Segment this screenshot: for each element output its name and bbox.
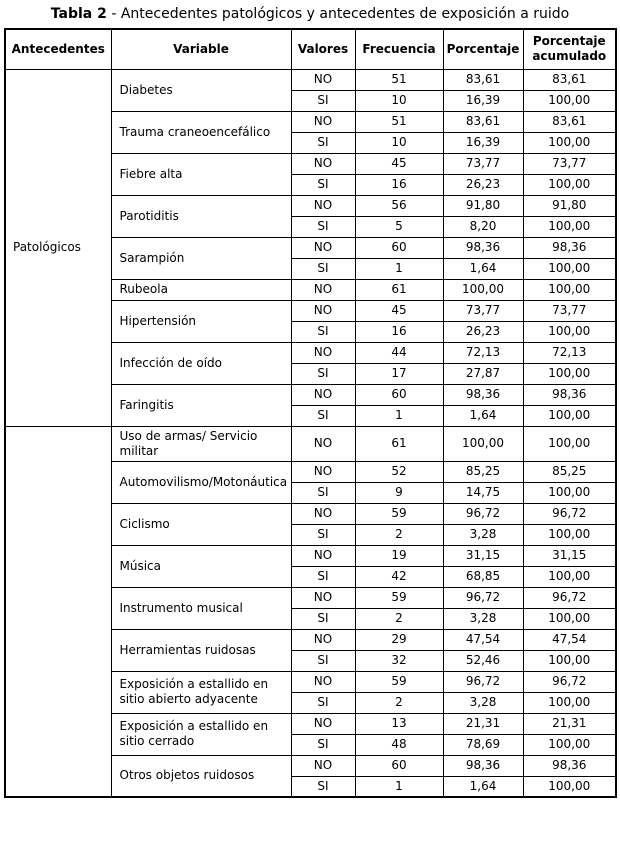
valores-cell: NO	[291, 342, 355, 363]
porcentaje-cell: 52,46	[443, 650, 523, 671]
antecedentes-group-cell	[5, 426, 111, 797]
porcentaje-acumulado-cell: 31,15	[523, 545, 616, 566]
valores-cell: NO	[291, 503, 355, 524]
valores-cell: SI	[291, 608, 355, 629]
valores-cell: SI	[291, 216, 355, 237]
porcentaje-acumulado-cell: 100,00	[523, 405, 616, 426]
porcentaje-acumulado-cell: 100,00	[523, 174, 616, 195]
variable-cell: Fiebre alta	[111, 153, 291, 195]
frecuencia-cell: 2	[355, 524, 443, 545]
valores-cell: NO	[291, 755, 355, 776]
frecuencia-cell: 42	[355, 566, 443, 587]
valores-cell: SI	[291, 524, 355, 545]
col-header-variable: Variable	[111, 29, 291, 69]
porcentaje-cell: 26,23	[443, 321, 523, 342]
valores-cell: NO	[291, 461, 355, 482]
porcentaje-cell: 72,13	[443, 342, 523, 363]
antecedentes-group-cell: Patológicos	[5, 69, 111, 426]
porcentaje-acumulado-cell: 100,00	[523, 692, 616, 713]
porcentaje-cell: 1,64	[443, 258, 523, 279]
frecuencia-cell: 61	[355, 426, 443, 461]
table-row	[5, 69, 616, 90]
frecuencia-cell: 5	[355, 216, 443, 237]
porcentaje-cell: 16,39	[443, 90, 523, 111]
valores-cell: NO	[291, 153, 355, 174]
porcentaje-cell: 85,25	[443, 461, 523, 482]
antecedentes-table	[4, 28, 617, 798]
header-row	[5, 29, 616, 69]
frecuencia-cell: 2	[355, 692, 443, 713]
frecuencia-cell: 1	[355, 405, 443, 426]
porcentaje-cell: 31,15	[443, 545, 523, 566]
porcentaje-acumulado-cell: 100,00	[523, 608, 616, 629]
porcentaje-cell: 3,28	[443, 524, 523, 545]
frecuencia-cell: 1	[355, 258, 443, 279]
porcentaje-cell: 78,69	[443, 734, 523, 755]
valores-cell: NO	[291, 545, 355, 566]
porcentaje-cell: 3,28	[443, 608, 523, 629]
valores-cell: SI	[291, 650, 355, 671]
porcentaje-cell: 98,36	[443, 237, 523, 258]
porcentaje-cell: 21,31	[443, 713, 523, 734]
col-header-frecuencia: Frecuencia	[355, 29, 443, 69]
porcentaje-cell: 100,00	[443, 279, 523, 300]
porcentaje-acumulado-cell: 100,00	[523, 734, 616, 755]
frecuencia-cell: 44	[355, 342, 443, 363]
porcentaje-acumulado-cell: 98,36	[523, 384, 616, 405]
variable-cell: Sarampión	[111, 237, 291, 279]
valores-cell: SI	[291, 90, 355, 111]
frecuencia-cell: 45	[355, 153, 443, 174]
valores-cell: NO	[291, 713, 355, 734]
frecuencia-cell: 10	[355, 132, 443, 153]
porcentaje-cell: 47,54	[443, 629, 523, 650]
frecuencia-cell: 32	[355, 650, 443, 671]
frecuencia-cell: 2	[355, 608, 443, 629]
variable-cell: Faringitis	[111, 384, 291, 426]
frecuencia-cell: 29	[355, 629, 443, 650]
valores-cell: NO	[291, 587, 355, 608]
porcentaje-cell: 8,20	[443, 216, 523, 237]
valores-cell: SI	[291, 132, 355, 153]
porcentaje-acumulado-cell: 100,00	[523, 524, 616, 545]
valores-cell: SI	[291, 363, 355, 384]
valores-cell: NO	[291, 69, 355, 90]
variable-cell: Exposición a estallido en sitio cerrado	[111, 713, 291, 755]
porcentaje-acumulado-cell: 100,00	[523, 363, 616, 384]
porcentaje-acumulado-cell: 100,00	[523, 132, 616, 153]
col-header-antecedentes: Antecedentes	[5, 29, 111, 69]
table-caption	[4, 4, 616, 24]
table-row	[5, 426, 616, 461]
porcentaje-cell: 73,77	[443, 300, 523, 321]
porcentaje-cell: 96,72	[443, 671, 523, 692]
variable-cell: Música	[111, 545, 291, 587]
porcentaje-acumulado-cell: 21,31	[523, 713, 616, 734]
valores-cell: NO	[291, 629, 355, 650]
porcentaje-acumulado-cell: 83,61	[523, 69, 616, 90]
variable-cell: Uso de armas/ Servicio militar	[111, 426, 291, 461]
variable-cell: Automovilismo/Motonáutica	[111, 461, 291, 503]
frecuencia-cell: 52	[355, 461, 443, 482]
frecuencia-cell: 16	[355, 174, 443, 195]
valores-cell: NO	[291, 111, 355, 132]
porcentaje-acumulado-cell: 72,13	[523, 342, 616, 363]
frecuencia-cell: 48	[355, 734, 443, 755]
variable-cell: Exposición a estallido en sitio abierto adyacente	[111, 671, 291, 713]
porcentaje-acumulado-cell: 100,00	[523, 482, 616, 503]
frecuencia-cell: 13	[355, 713, 443, 734]
porcentaje-acumulado-cell: 100,00	[523, 426, 616, 461]
porcentaje-acumulado-cell: 100,00	[523, 566, 616, 587]
frecuencia-cell: 51	[355, 69, 443, 90]
variable-cell: Rubeola	[111, 279, 291, 300]
porcentaje-acumulado-cell: 100,00	[523, 650, 616, 671]
variable-cell: Instrumento musical	[111, 587, 291, 629]
frecuencia-cell: 56	[355, 195, 443, 216]
variable-cell: Parotiditis	[111, 195, 291, 237]
frecuencia-cell: 45	[355, 300, 443, 321]
col-header-porcentaje-acumulado: Porcentaje acumulado	[523, 29, 616, 69]
frecuencia-cell: 51	[355, 111, 443, 132]
porcentaje-cell: 83,61	[443, 69, 523, 90]
valores-cell: SI	[291, 776, 355, 797]
porcentaje-cell: 3,28	[443, 692, 523, 713]
porcentaje-cell: 91,80	[443, 195, 523, 216]
valores-cell: NO	[291, 237, 355, 258]
porcentaje-cell: 96,72	[443, 587, 523, 608]
porcentaje-acumulado-cell: 73,77	[523, 300, 616, 321]
col-header-valores: Valores	[291, 29, 355, 69]
valores-cell: NO	[291, 426, 355, 461]
frecuencia-cell: 59	[355, 587, 443, 608]
valores-cell: NO	[291, 195, 355, 216]
frecuencia-cell: 9	[355, 482, 443, 503]
porcentaje-acumulado-cell: 96,72	[523, 671, 616, 692]
frecuencia-cell: 59	[355, 671, 443, 692]
porcentaje-acumulado-cell: 100,00	[523, 321, 616, 342]
frecuencia-cell: 61	[355, 279, 443, 300]
valores-cell: SI	[291, 734, 355, 755]
valores-cell: NO	[291, 671, 355, 692]
table-header	[5, 29, 616, 69]
variable-cell: Hipertensión	[111, 300, 291, 342]
valores-cell: NO	[291, 279, 355, 300]
porcentaje-cell: 27,87	[443, 363, 523, 384]
porcentaje-cell: 26,23	[443, 174, 523, 195]
valores-cell: SI	[291, 258, 355, 279]
valores-cell: SI	[291, 482, 355, 503]
table-body	[5, 69, 616, 797]
frecuencia-cell: 17	[355, 363, 443, 384]
valores-cell: NO	[291, 384, 355, 405]
porcentaje-acumulado-cell: 100,00	[523, 776, 616, 797]
frecuencia-cell: 1	[355, 776, 443, 797]
porcentaje-acumulado-cell: 85,25	[523, 461, 616, 482]
variable-cell: Trauma craneoencefálico	[111, 111, 291, 153]
porcentaje-cell: 14,75	[443, 482, 523, 503]
valores-cell: SI	[291, 692, 355, 713]
porcentaje-acumulado-cell: 98,36	[523, 237, 616, 258]
frecuencia-cell: 60	[355, 237, 443, 258]
frecuencia-cell: 59	[355, 503, 443, 524]
porcentaje-acumulado-cell: 100,00	[523, 216, 616, 237]
porcentaje-cell: 73,77	[443, 153, 523, 174]
frecuencia-cell: 10	[355, 90, 443, 111]
porcentaje-acumulado-cell: 83,61	[523, 111, 616, 132]
porcentaje-acumulado-cell: 96,72	[523, 503, 616, 524]
porcentaje-cell: 83,61	[443, 111, 523, 132]
valores-cell: SI	[291, 566, 355, 587]
frecuencia-cell: 60	[355, 384, 443, 405]
porcentaje-cell: 1,64	[443, 776, 523, 797]
porcentaje-cell: 98,36	[443, 384, 523, 405]
valores-cell: NO	[291, 300, 355, 321]
porcentaje-acumulado-cell: 47,54	[523, 629, 616, 650]
porcentaje-cell: 96,72	[443, 503, 523, 524]
valores-cell: SI	[291, 405, 355, 426]
porcentaje-cell: 1,64	[443, 405, 523, 426]
variable-cell: Diabetes	[111, 69, 291, 111]
porcentaje-acumulado-cell: 73,77	[523, 153, 616, 174]
variable-cell: Infección de oído	[111, 342, 291, 384]
table-caption-number: Tabla 2	[50, 6, 107, 22]
porcentaje-cell: 98,36	[443, 755, 523, 776]
frecuencia-cell: 19	[355, 545, 443, 566]
porcentaje-acumulado-cell: 91,80	[523, 195, 616, 216]
porcentaje-cell: 16,39	[443, 132, 523, 153]
porcentaje-acumulado-cell: 98,36	[523, 755, 616, 776]
valores-cell: SI	[291, 321, 355, 342]
variable-cell: Ciclismo	[111, 503, 291, 545]
porcentaje-acumulado-cell: 100,00	[523, 258, 616, 279]
porcentaje-acumulado-cell: 100,00	[523, 90, 616, 111]
col-header-porcentaje: Porcentaje	[443, 29, 523, 69]
frecuencia-cell: 60	[355, 755, 443, 776]
variable-cell: Herramientas ruidosas	[111, 629, 291, 671]
table-caption-text: - Antecedentes patológicos y antecedentes de exposición a ruido	[106, 6, 570, 22]
porcentaje-cell: 68,85	[443, 566, 523, 587]
porcentaje-acumulado-cell: 96,72	[523, 587, 616, 608]
porcentaje-acumulado-cell: 100,00	[523, 279, 616, 300]
variable-cell: Otros objetos ruidosos	[111, 755, 291, 797]
porcentaje-cell: 100,00	[443, 426, 523, 461]
valores-cell: SI	[291, 174, 355, 195]
frecuencia-cell: 16	[355, 321, 443, 342]
